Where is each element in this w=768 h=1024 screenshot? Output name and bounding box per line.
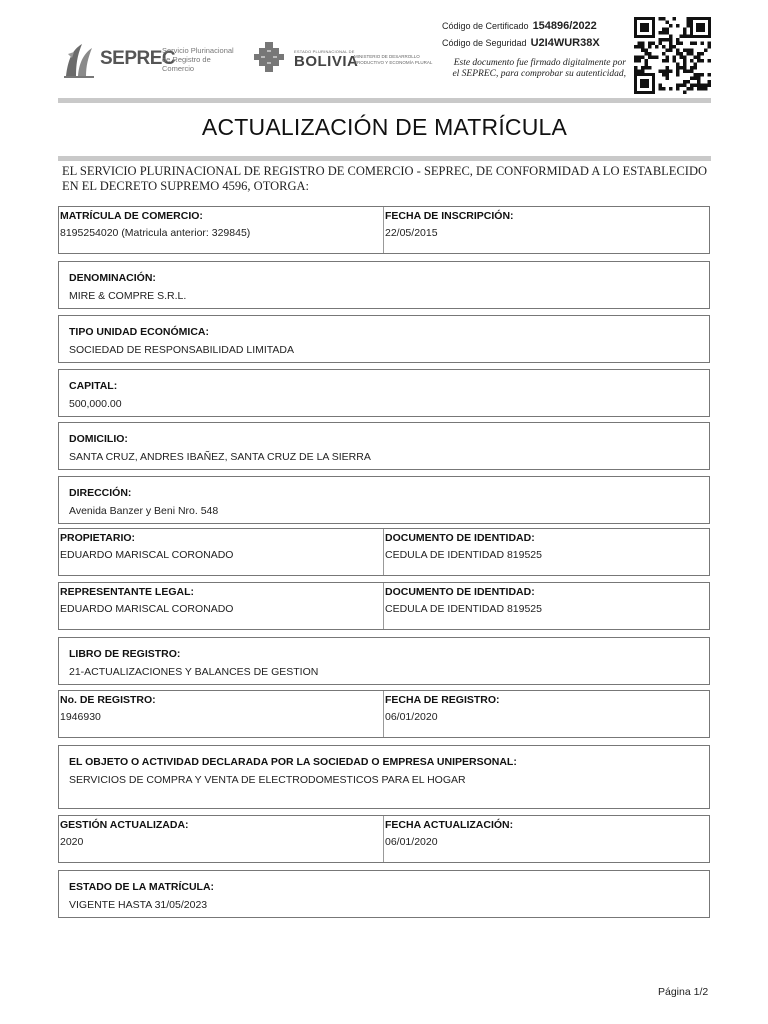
intro-paragraph: EL SERVICIO PLURINACIONAL DE REGISTRO DE COMERCIO - SEPREC, DE CONFORMIDAD A LO ESTABLECIDO EN EL DECRETO SUPREMO 4596, OTORGA: — [62, 164, 708, 193]
fecha-actualizacion-label: FECHA ACTUALIZACIÓN: — [385, 819, 514, 831]
bolivia-state-label: ESTADO PLURINACIONAL DE — [294, 49, 355, 54]
propietario-cell — [60, 532, 233, 561]
page-number: Página 1/2 — [658, 986, 709, 998]
title-divider — [58, 156, 711, 161]
digital-signature-note: Este documento fue firmado digitalmente por el SEPREC, para comprobar su autenticidad, — [452, 58, 626, 79]
fecha-inscripcion-value: 22/05/2015 — [385, 227, 438, 239]
representante-label: REPRESENTANTE LEGAL: — [60, 586, 194, 598]
header-divider — [58, 98, 711, 103]
documento-identidad-cell — [385, 586, 542, 615]
column-divider — [383, 529, 384, 575]
qr-code-icon — [634, 17, 711, 94]
matricula-box — [58, 206, 710, 254]
gestion-value: 2020 — [60, 836, 84, 848]
domicilio-label: DOMICILIO: — [69, 433, 128, 445]
direccion-label: DIRECCIÓN: — [69, 487, 132, 499]
seprec-subtitle: Servicio Plurinacional de Registro de Comercio — [162, 46, 234, 73]
fecha-inscripcion-label: FECHA DE INSCRIPCIÓN: — [385, 210, 514, 222]
representante-box — [58, 582, 710, 630]
documento-identidad-value: CEDULA DE IDENTIDAD 819525 — [385, 549, 542, 561]
security-code-label: Código de Seguridad — [442, 38, 527, 48]
certificate-code-value: 154896/2022 — [532, 20, 597, 32]
bolivia-emblem-icon — [250, 40, 288, 80]
seprec-wordmark: SEPREC — [100, 48, 176, 69]
seprec-emblem-icon — [62, 40, 98, 80]
tipo-unidad-label: TIPO UNIDAD ECONÓMICA: — [69, 326, 209, 338]
documento-identidad-label: DOCUMENTO DE IDENTIDAD: — [385, 586, 535, 598]
no-registro-value: 1946930 — [60, 711, 101, 723]
fecha-registro-label: FECHA DE REGISTRO: — [385, 694, 500, 706]
estado-matricula-box — [58, 870, 710, 918]
propietario-value: EDUARDO MARISCAL CORONADO — [60, 549, 234, 561]
seprec-logo — [62, 40, 242, 80]
bolivia-logo — [250, 40, 470, 80]
no-registro-label: No. DE REGISTRO: — [60, 694, 156, 706]
gestion-box — [58, 815, 710, 863]
denominacion-box — [58, 261, 710, 309]
fecha-actualizacion-value: 06/01/2020 — [385, 836, 438, 848]
matricula-value: 8195254020 (Matricula anterior: 329845) — [60, 227, 251, 239]
capital-value: 500,000.00 — [69, 398, 122, 410]
libro-registro-label: LIBRO DE REGISTRO: — [69, 648, 181, 660]
matricula-cell — [60, 210, 250, 239]
denominacion-value: MIRE & COMPRE S.R.L. — [69, 290, 187, 302]
domicilio-value: SANTA CRUZ, ANDRES IBAÑEZ, SANTA CRUZ DE LA SIERRA — [69, 451, 371, 463]
objeto-label: EL OBJETO O ACTIVIDAD DECLARADA POR LA SOCIEDAD O EMPRESA UNIPERSONAL: — [69, 756, 517, 768]
tipo-unidad-box — [58, 315, 710, 363]
certificate-code-line — [442, 20, 597, 32]
domicilio-box — [58, 422, 710, 470]
security-code-value: U2I4WUR38X — [530, 37, 600, 49]
representante-cell — [60, 586, 233, 615]
libro-registro-value: 21-ACTUALIZACIONES Y BALANCES DE GESTION — [69, 666, 319, 678]
propietario-label: PROPIETARIO: — [60, 532, 136, 544]
security-code-line — [442, 37, 600, 49]
column-divider — [383, 691, 384, 737]
capital-box — [58, 369, 710, 417]
matricula-label: MATRÍCULA DE COMERCIO: — [60, 210, 203, 222]
registro-box — [58, 690, 710, 738]
documento-identidad-value: CEDULA DE IDENTIDAD 819525 — [385, 603, 542, 615]
estado-matricula-value: VIGENTE HASTA 31/05/2023 — [69, 899, 208, 911]
no-registro-cell — [60, 694, 156, 723]
direccion-box — [58, 476, 710, 524]
objeto-box — [58, 745, 710, 809]
libro-registro-box — [58, 637, 710, 685]
certificate-code-label: Código de Certificado — [442, 21, 529, 31]
representante-value: EDUARDO MARISCAL CORONADO — [60, 603, 234, 615]
column-divider — [383, 816, 384, 862]
gestion-label: GESTIÓN ACTUALIZADA: — [60, 819, 189, 831]
tipo-unidad-value: SOCIEDAD DE RESPONSABILIDAD LIMITADA — [69, 344, 295, 356]
documento-identidad-cell — [385, 532, 542, 561]
fecha-registro-cell — [385, 694, 500, 723]
denominacion-label: DENOMINACIÓN: — [69, 272, 156, 284]
column-divider — [383, 207, 384, 253]
fecha-actualizacion-cell — [385, 819, 513, 848]
column-divider — [383, 583, 384, 629]
fecha-inscripcion-cell — [385, 210, 514, 239]
capital-label: CAPITAL: — [69, 380, 118, 392]
direccion-value: Avenida Banzer y Beni Nro. 548 — [69, 505, 219, 517]
objeto-value: SERVICIOS DE COMPRA Y VENTA DE ELECTRODOMESTICOS PARA EL HOGAR — [69, 774, 466, 786]
bolivia-wordmark: BOLIVIA — [294, 53, 359, 70]
documento-identidad-label: DOCUMENTO DE IDENTIDAD: — [385, 532, 535, 544]
propietario-box — [58, 528, 710, 576]
document-title: ACTUALIZACIÓN DE MATRÍCULA — [201, 114, 568, 140]
gestion-cell — [60, 819, 189, 848]
fecha-registro-value: 06/01/2020 — [385, 711, 438, 723]
ministry-label: MINISTERIO DE DESARROLLO PRODUCTIVO Y ECONOMÍA PLURAL — [354, 54, 433, 65]
estado-matricula-label: ESTADO DE LA MATRÍCULA: — [69, 881, 215, 893]
